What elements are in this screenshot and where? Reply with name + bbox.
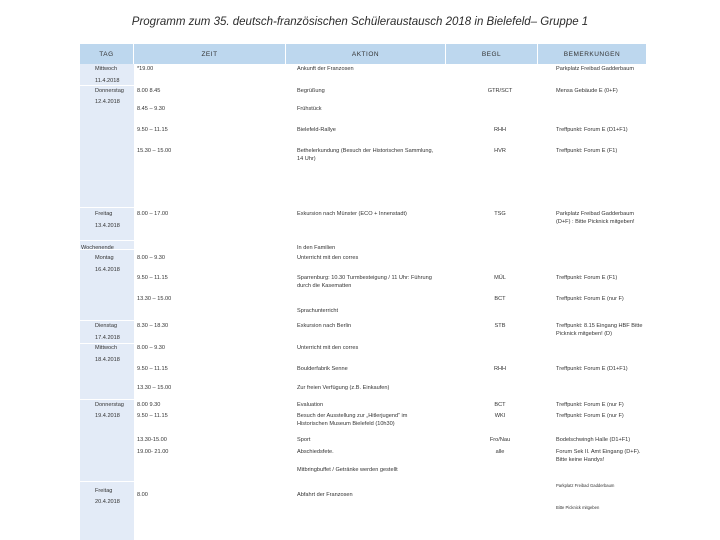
- begl-cell: RHH: [493, 127, 507, 133]
- action-cell: Abfahrt der Franzosen: [297, 492, 353, 498]
- remark-cell: Treffpunkt: Forum E (nur F): [556, 413, 624, 419]
- action-cell: In den Familien: [297, 245, 336, 251]
- begl-cell: GTR/SCT: [487, 88, 513, 94]
- begl-cell: RHH: [493, 366, 507, 372]
- remark-cell: Parkplatz Freibad Gadderbaum: [556, 66, 635, 72]
- date-label: 12.4.2018: [95, 99, 120, 105]
- action-cell: Bielefeld-Rallye: [297, 127, 336, 133]
- remark-cell: Mensa Gebäude E (0+F): [556, 88, 618, 94]
- day-label: Mittwoch: [95, 345, 118, 351]
- remark-cell: Treffpunkt: Forum E (D1+F1): [556, 127, 628, 133]
- begl-cell: BCT: [494, 296, 506, 302]
- remark-cell: Treffpunkt: Forum E (nur F): [556, 296, 624, 302]
- action-cell: Zur freien Verfügung (z.B. Einkaufen): [297, 385, 390, 391]
- time-cell: 8.00 – 9.30: [137, 255, 165, 261]
- header-aktion: AKTION: [286, 44, 446, 64]
- action-cell: Exkursion nach Berlin: [297, 323, 352, 329]
- day-label: Donnerstag: [95, 88, 124, 94]
- time-cell: 9.50 – 11.15: [137, 275, 168, 281]
- remark-cell: Parkplatz Freibad Gadderbaum (D+F) : Bitte Picknick mitgeben!: [556, 211, 635, 225]
- date-label: 19.4.2018: [95, 413, 120, 419]
- remark-cell: Forum Sek II. Amt Eingang (D+F). Bitte keine Handys!: [556, 449, 641, 463]
- begl-cell: TSG: [494, 211, 506, 217]
- begl-cell: STB: [494, 323, 506, 329]
- time-cell: 8.00: [137, 492, 148, 498]
- header-tag: TAG: [80, 44, 134, 64]
- date-label: 18.4.2018: [95, 357, 120, 363]
- remark-cell: Treffpunkt: 8.15 Eingang HBF Bitte Picknick mitgeben! (D): [556, 323, 643, 337]
- action-cell: Ankunft der Franzosen: [297, 66, 354, 72]
- begl-cell: Fro/Nau: [489, 437, 511, 443]
- row-divider: [80, 249, 646, 250]
- remark-cell: Treffpunkt: Forum E (F1): [556, 148, 618, 154]
- header-begl: BEGL: [446, 44, 538, 64]
- remark-cell: Bitte Picknick mitgeben: [556, 505, 600, 510]
- day-label: Mittwoch: [95, 66, 118, 72]
- remark-cell: Bodelschwingh Halle (D1+F1): [556, 437, 631, 443]
- time-cell: 15.30 – 15.00: [137, 148, 172, 154]
- date-label: 11.4.2018: [95, 78, 120, 84]
- day-label: Dienstag: [95, 323, 118, 329]
- day-column: [80, 64, 134, 540]
- remark-cell: Treffpunkt: Forum E (D1+F1): [556, 366, 628, 372]
- time-cell: 8.00 8.45: [137, 88, 161, 94]
- header-bemerkungen: BEMERKUNGEN: [538, 44, 646, 64]
- time-cell: *19.00: [137, 66, 154, 72]
- action-cell: Boulderfabrik Senne: [297, 366, 348, 372]
- time-cell: 8.00 – 9.30: [137, 345, 165, 351]
- time-cell: 9.50 – 11.15: [137, 366, 168, 372]
- row-divider: [80, 399, 646, 400]
- date-label: 16.4.2018: [95, 267, 120, 273]
- action-cell: Unterricht mit den corres: [297, 345, 359, 351]
- remark-cell: Treffpunkt: Forum E (F1): [556, 275, 618, 281]
- table-header-row: [80, 44, 646, 64]
- day-label: Donnerstag: [95, 402, 124, 408]
- page-title: Programm zum 35. deutsch-französischen Schüleraustausch 2018 in Bielefeld– Gruppe 1: [131, 16, 589, 28]
- time-cell: 13.30-15.00: [137, 437, 167, 443]
- date-label: 20.4.2018: [95, 499, 120, 505]
- action-cell: Begrüßung: [297, 88, 325, 94]
- begl-cell: HVR: [494, 148, 506, 154]
- action-cell: Sparrenburg: 10.30 Turmbesteigung / 11 Uhr: Führung durch die Kasematten: [297, 275, 432, 289]
- date-label: 17.4.2018: [95, 335, 120, 341]
- begl-cell: BCT: [494, 402, 506, 408]
- action-cell: Exkursion nach Münster (ECO + Innenstadt): [297, 211, 407, 217]
- time-cell: 9.50 – 11.15: [137, 413, 168, 419]
- time-cell: 8.00 – 17.00: [137, 211, 169, 217]
- action-cell: Evaluation: [297, 402, 324, 408]
- action-cell: Abschiedsfete.: [297, 449, 334, 455]
- action-cell: Bethelerkundung (Besuch der Historischen Sammlung, 14 Uhr): [297, 148, 434, 162]
- header-zeit: ZEIT: [134, 44, 286, 64]
- action-cell: Sport: [297, 437, 311, 443]
- time-cell: 8.30 – 18.30: [137, 323, 169, 329]
- day-label: Montag: [95, 255, 114, 261]
- action-cell: Frühstück: [297, 106, 322, 112]
- begl-cell: alle: [495, 449, 505, 455]
- time-cell: 19.00- 21.00: [137, 449, 169, 455]
- remark-cell: Parkplatz Freibad Gadderbaum: [556, 483, 615, 488]
- begl-cell: WKI: [494, 413, 506, 419]
- time-cell: 13.30 – 15.00: [137, 296, 172, 302]
- row-divider: [80, 240, 646, 241]
- day-label: Wochenende: [81, 245, 114, 251]
- action-cell: Sprachunterricht: [297, 308, 339, 314]
- time-cell: 8.00 9.30: [137, 402, 161, 408]
- day-label: Freitag: [95, 488, 113, 494]
- day-label: Freitag: [95, 211, 113, 217]
- action-cell: Mitbringbuffet / Getränke werden gestellt: [297, 467, 398, 473]
- action-cell: Besuch der Ausstellung zur „Hitlerjugend“ im Historischen Museum Bielefeld (10h30): [297, 413, 408, 427]
- row-divider: [80, 207, 646, 208]
- action-cell: Unterricht mit den corres: [297, 255, 359, 261]
- time-cell: 13.30 – 15.00: [137, 385, 172, 391]
- time-cell: 9.50 – 11.15: [137, 127, 168, 133]
- row-divider: [80, 320, 646, 321]
- row-divider: [80, 481, 646, 482]
- date-label: 13.4.2018: [95, 223, 120, 229]
- remark-cell: Treffpunkt: Forum E (nur F): [556, 402, 624, 408]
- row-divider: [80, 85, 646, 86]
- time-cell: 8.45 – 9.30: [137, 106, 165, 112]
- begl-cell: MÜL: [494, 275, 506, 281]
